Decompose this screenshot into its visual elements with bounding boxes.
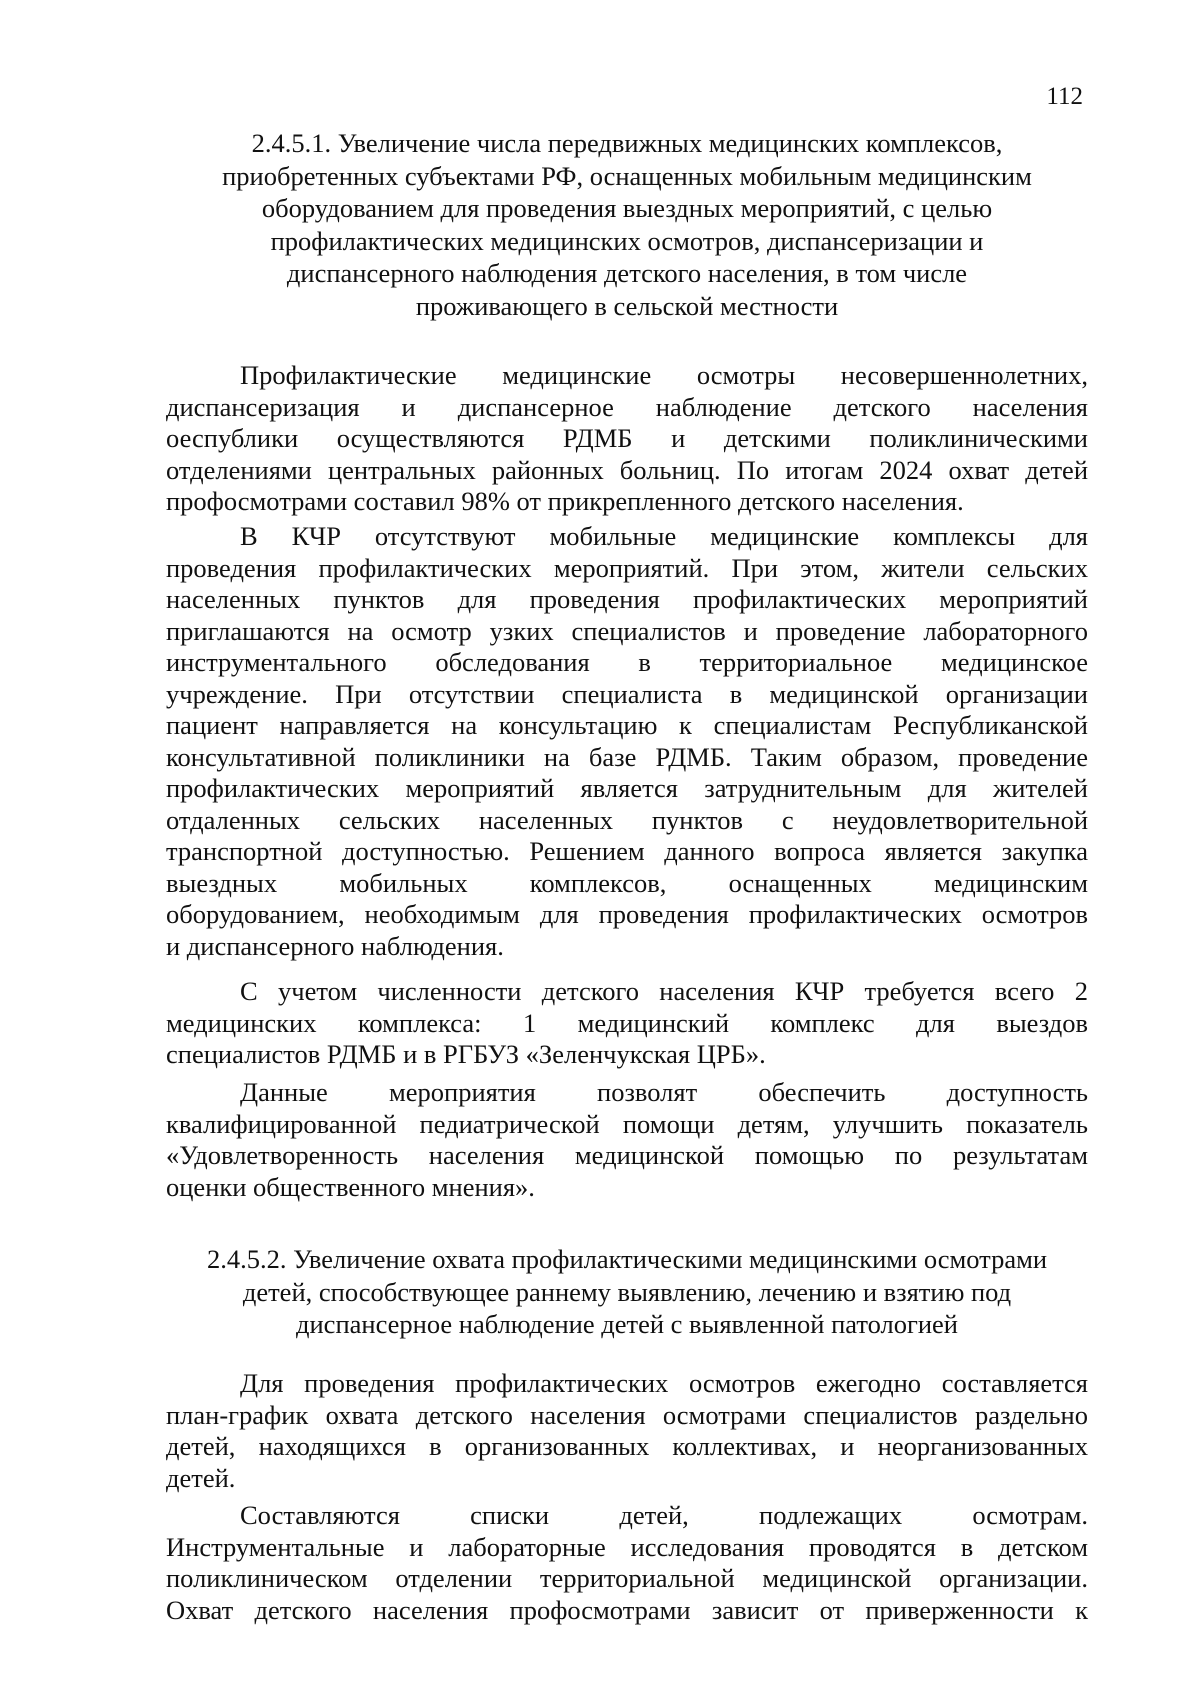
text-line: транспортной доступностью. Решением данного вопроса является закупка <box>166 836 1088 866</box>
text-line: «Удовлетворенность населения медицинской помощью по результатам <box>166 1140 1088 1170</box>
text-line: профосмотрами составил 98% от прикрепленного детского населения. <box>166 486 964 516</box>
heading-line: детей, способствующее раннему выявлению, лечению и взятию под <box>242 1276 1012 1307</box>
page-number: 112 <box>1046 83 1083 110</box>
text-line: учреждение. При отсутствии специалиста в медицинской организации <box>166 678 1088 709</box>
heading-line: диспансерного наблюдения детского населения, в том числе <box>286 258 968 289</box>
paragraph-children-lists <box>166 1500 1088 1626</box>
text-line: отделениями центральных районных больниц. По итогам 2024 охват детей <box>166 454 1088 485</box>
paragraph-required-complexes <box>166 976 1088 1071</box>
text-line: Составляются списки детей, подлежащих осмотрам. <box>240 1500 1088 1530</box>
text-line: отдаленных сельских населенных пунктов с неудовлетворительной <box>166 804 1088 835</box>
text-line: оеспублики осуществляются РДМБ и детскими поликлиническими <box>166 423 1088 453</box>
text-line: и диспансерного наблюдения. <box>166 930 504 961</box>
text-line: населенных пунктов для проведения профилактических мероприятий <box>166 584 1088 614</box>
paragraph-exam-schedule <box>166 1368 1088 1494</box>
text-line: план-график охвата детского населения осмотрами специалистов раздельно <box>166 1399 1088 1430</box>
text-line: выездных мобильных комплексов, оснащенных медицинским <box>166 867 1088 898</box>
text-line: Для проведения профилактических осмотров ежегодно составляется <box>240 1368 1088 1398</box>
text-line: оборудованием, необходимым для проведения профилактических осмотров <box>166 899 1088 929</box>
heading-line: 2.4.5.1. Увеличение числа передвижных медицинских комплексов, <box>251 128 1003 158</box>
heading-line: оборудованием для проведения выездных мероприятий, с целью <box>261 193 993 224</box>
text-line: пациент направляется на консультацию к специалистам Республиканской <box>166 710 1088 740</box>
paragraph-measures-outcome <box>166 1077 1088 1203</box>
text-line: детей, находящихся в организованных коллективах, и неорганизованных <box>166 1431 1088 1461</box>
text-line: С учетом численности детского населения КЧР требуется всего 2 <box>240 976 1088 1006</box>
text-line: В КЧР отсутствуют мобильные медицинские комплексы для <box>240 521 1088 551</box>
text-line: Данные мероприятия позволят обеспечить доступность <box>240 1077 1088 1107</box>
text-line: поликлиническом отделении территориальной медицинской организации. <box>166 1563 1088 1593</box>
heading-line: профилактических медицинских осмотров, диспансеризации и <box>270 225 984 256</box>
text-line: детей. <box>166 1462 236 1493</box>
text-line: приглашаются на осмотр узких специалистов и проведение лабораторного <box>166 615 1088 646</box>
heading-line: проживающего в сельской местности <box>415 290 839 321</box>
heading-line: диспансерное наблюдение детей с выявленной патологией <box>296 1309 958 1340</box>
text-line: оценки общественного мнения». <box>166 1171 535 1202</box>
section-heading-2-4-5-2 <box>166 1243 1088 1341</box>
text-line: проведения профилактических мероприятий. При этом, жители сельских <box>166 552 1088 583</box>
section-heading-2-4-5-1 <box>166 127 1088 323</box>
text-line: медицинских комплекса: 1 медицинский комплекс для выездов <box>166 1007 1088 1038</box>
text-line: Инструментальные и лабораторные исследования проводятся в детском <box>166 1531 1088 1562</box>
text-line: консультативной поликлиники на базе РДМБ. Таким образом, проведение <box>166 741 1088 772</box>
text-line: Профилактические медицинские осмотры несовершеннолетних, <box>240 360 1088 390</box>
text-line: квалифицированной педиатрической помощи детям, улучшить показатель <box>166 1108 1088 1139</box>
heading-line: 2.4.5.2. Увеличение охвата профилактическими медицинскими осмотрами <box>206 1244 1048 1274</box>
text-line: диспансеризация и диспансерное наблюдение детского населения <box>166 391 1088 422</box>
paragraph-mobile-complexes <box>166 521 1088 962</box>
text-line: профилактических мероприятий является затруднительным для жителей <box>166 773 1088 803</box>
text-line: инструментального обследования в территориальное медицинское <box>166 647 1088 677</box>
text-line: Охват детского населения профосмотрами зависит от приверженности к <box>166 1594 1088 1625</box>
paragraph-profilactic-exams <box>166 360 1088 518</box>
text-line: специалистов РДМБ и в РГБУЗ «Зеленчукская ЦРБ». <box>166 1039 766 1069</box>
heading-line: приобретенных субъектами РФ, оснащенных мобильным медицинским <box>222 160 1032 191</box>
